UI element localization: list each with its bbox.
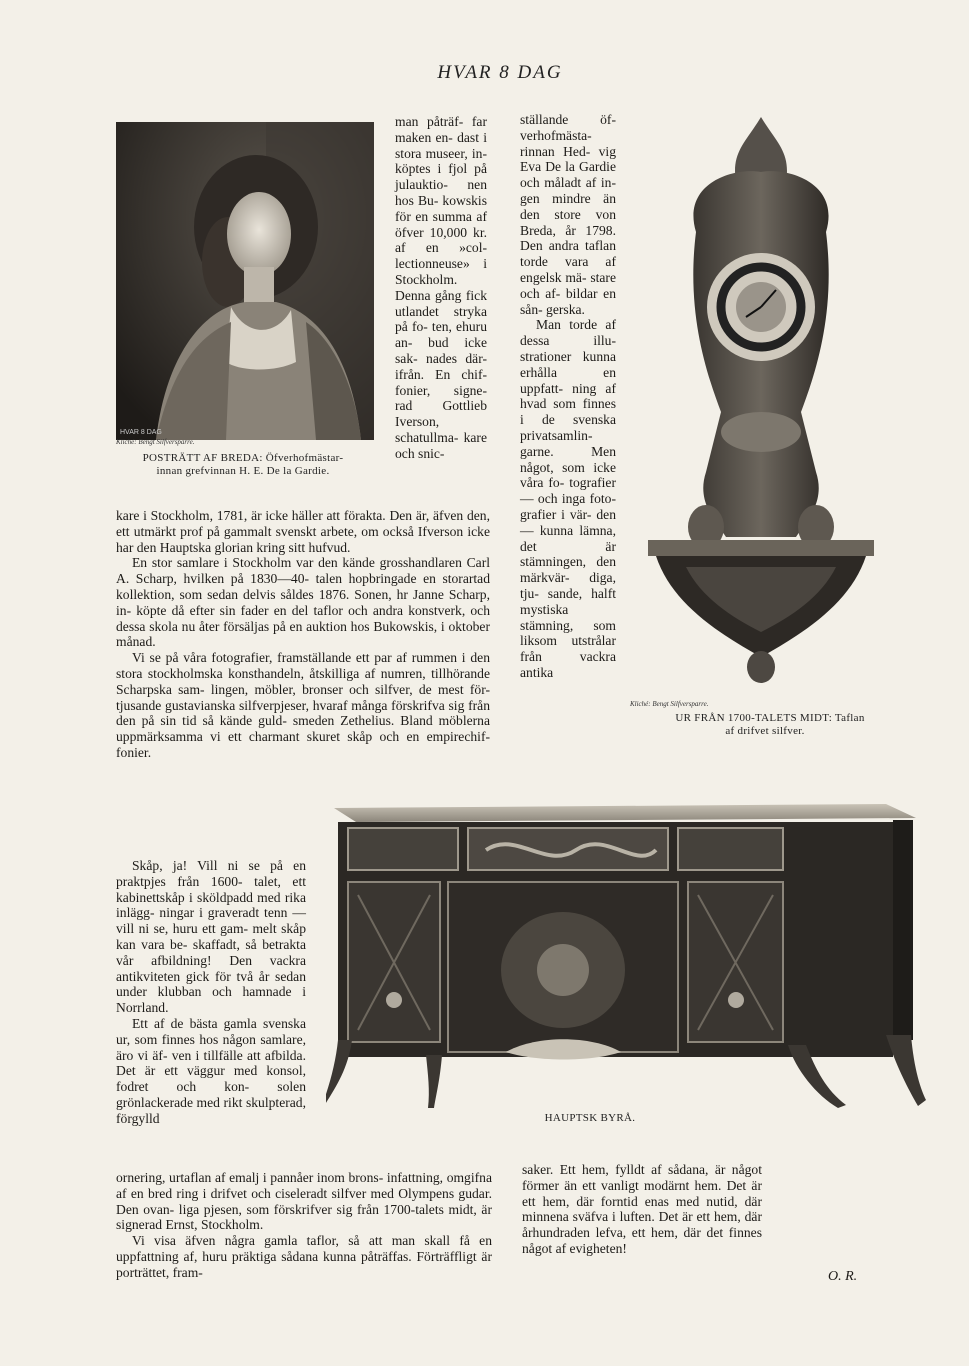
paragraph: ornering, urtaflan af emalj i pannåer inom brons- infattning, omgifna af en bred ring i drifvet och ciseleradt silfver med Olympens gudar. Den ovan- liga pjesen, som förskrifver sig från 1700-talets midt, är signerad Ernst, Stockholm.: [116, 1170, 492, 1233]
bureau-caption: HAUPTSK BYRÅ.: [544, 1112, 636, 1124]
clock-credit: Kliché: Bengt Silfversparre.: [630, 700, 709, 708]
text-column-narrow: [116, 858, 306, 1127]
paragraph: man påträf- far maken en- dast i stora museer, in- köptes i fjol på julauktio- nen hos Bu- kowskis för en summa af öfver 10,000 kr. af en »col- lectionneuse» i Stockholm. Denna gång fick utlandet stryka på fo- ten, ehuru an- bud icke sak- nades där- ifrån. En chif- fonier, signe- rad Gottlieb Iverson, schatullma- kare och snic-: [395, 114, 487, 461]
bureau-photo: [326, 800, 926, 1110]
portrait-image: [116, 122, 374, 440]
paragraph: saker. Ett hem, fylldt af sådana, är något förmer än ett vanligt modärnt hem. Det är ett hem, där forntid enas med nutid, där minnena sväfva i luften. Det är ett hem, där århundraden lefva, ett hem, där det finnes något af evigheten!: [522, 1162, 762, 1256]
paragraph: kare i Stockholm, 1781, är icke häller att förakta. Den är, äfven den, ett utmärkt prof på gammalt svenskt arbete, om också Ifverson icke har den Hauptska glorian kring sitt hufvud.: [116, 508, 490, 555]
text-column-left-bottom: [116, 1170, 492, 1281]
bureau-image: [326, 800, 926, 1110]
text-column-right-top: [520, 112, 616, 681]
signature: O. R.: [828, 1269, 858, 1284]
portrait-caption: POSTRÄTT AF BREDA: Öfverhofmästar- innan grefvinnan H. E. De la Gardie.: [142, 452, 344, 477]
clock-caption-line2: af drifvet silfver.: [725, 725, 805, 737]
page-header: HVAR 8 DAG: [437, 62, 563, 83]
text-column-middle-top: [395, 114, 487, 462]
text-column-right-bottom: [522, 1162, 762, 1257]
clock-caption-line1: UR FRÅN 1700-TALETS MIDT: Taflan: [675, 712, 865, 724]
paragraph: ställande öf- verhofmästa- rinnan Hed- vig Eva De la Gardie och måladt af in- gen mindre än den store von Breda, år 1798. Den andra taflan torde vara af engelsk mä- stare och af- bildar en sån- gerska.: [520, 112, 616, 317]
paragraph: Ett af de bästa gamla svenska ur, som finnes hos någon samlare, äro vi äf- ven i tillfälle att afbilda. Det är ett väggur med konsol, fodret och kon- solen grönlackerade med rikt skulpterad, förgylld: [116, 1015, 306, 1126]
paragraph: Vi visa äfven några gamla taflor, så att man skall få en uppfattning af, huru präktiga sådana kunna påträffas. Förträffligt är porträttet, fram-: [116, 1233, 492, 1280]
clock-image: [626, 112, 896, 690]
paragraph: En stor samlare i Stockholm var den kände grosshandlaren Carl A. Scharp, hvilken på 1830—40- talen hopbringade en storartad kollektion, som sedan delvis såldes 1876. Sonen, hr Janne Scharp, in- köpte då efter sin fader en del taflor och andra konstverk, och dessa skola nu åter försäljas på en auktion hos Bukowskis, i oktober månad.: [116, 555, 490, 650]
paragraph: Man torde af dessa illu- strationer kunna erhålla en uppfatt- ning af hvad som finnes i de svenska privatsamlin- garne. Men något, som icke våra fo- tografier — och inga foto- grafier i vär- den — kunna lämna, det är stämningen, den märkvär- diga, tju- sande, halft mystiska stämning, som liksom utstrålar från vackra antika: [520, 317, 616, 680]
paragraph: Skåp, ja! Vill ni se på en praktpjes från 1600- talet, ett kabinettskåp i sköldpadd med rika inlägg- ningar i graveradt tenn — vill ni se, huru ett gam- melt skåp kan vara be- skaffadt, så betrakta vår afbildning! Den vackra antikviteten gick för två år sedan under klubban och hamnade i Norrland.: [116, 858, 306, 1016]
paragraph: Vi se på våra fotografier, framställande ett par af rummen i den stora stockholmska konsthandeln, åtskilliga af numren, tillhörande Scharpska sam- lingen, möbler, bronser och silfver, de mest för- tjusande gustavianska silfverpjeser, hvaraf många förskrifva sig från den på sin tid så kände guld- smeden Zethelius. Bland möblerna uppmärksamma vi ett charmant skuret skåp och en empirechif- fonier.: [116, 650, 490, 760]
clock-photo: [626, 112, 896, 690]
text-column-left-wide: [116, 508, 490, 761]
portrait-watermark: HVAR 8 DAG: [120, 429, 162, 436]
portrait-credit: Kliché: Bengt Silfversparre.: [116, 438, 195, 446]
portrait-photo: [116, 122, 374, 440]
